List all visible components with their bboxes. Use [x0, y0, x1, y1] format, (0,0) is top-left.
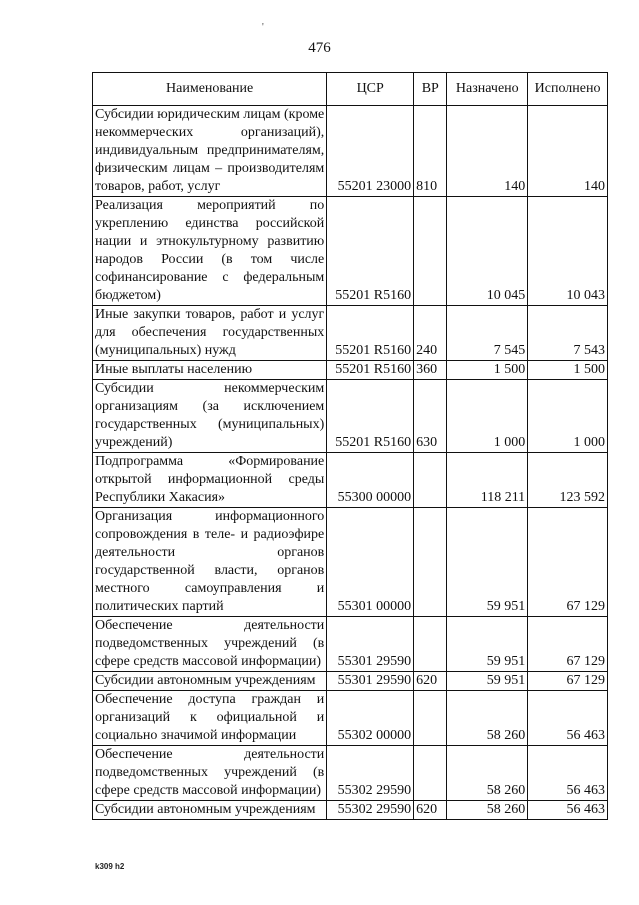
row-assigned: 59 951 [447, 508, 528, 617]
row-assigned: 59 951 [447, 672, 528, 691]
table-row [93, 106, 608, 197]
row-executed: 56 463 [528, 746, 608, 801]
row-name: Иные выплаты населению [93, 361, 327, 380]
header-name: Наименование [93, 73, 327, 106]
row-executed: 56 463 [528, 801, 608, 820]
row-csr: 55302 00000 [327, 691, 414, 746]
row-executed: 10 043 [528, 197, 608, 306]
table-row [93, 617, 608, 672]
row-assigned: 1 000 [447, 380, 528, 453]
table-row [93, 453, 608, 508]
row-name: Реализация мероприятий по укреплению единства российской нации и этнокультурному развитию народов России (в том числе софинансирование с федеральным бюджетом) [93, 197, 327, 306]
row-vr [414, 691, 447, 746]
table-header-row [93, 73, 608, 106]
row-csr: 55201 R5160 [327, 361, 414, 380]
budget-table [92, 72, 608, 820]
row-executed: 140 [528, 106, 608, 197]
header-vr: ВР [414, 73, 447, 106]
row-csr: 55302 29590 [327, 746, 414, 801]
row-executed: 7 543 [528, 306, 608, 361]
row-assigned: 140 [447, 106, 528, 197]
row-executed: 67 129 [528, 672, 608, 691]
row-vr [414, 617, 447, 672]
row-executed: 1 000 [528, 380, 608, 453]
row-assigned: 1 500 [447, 361, 528, 380]
row-vr: 620 [414, 801, 447, 820]
row-csr: 55201 23000 [327, 106, 414, 197]
row-name: Обеспечение деятельности подведомственных учреждений (в сфере средств массовой информации) [93, 746, 327, 801]
table-row [93, 380, 608, 453]
row-vr: 630 [414, 380, 447, 453]
row-assigned: 58 260 [447, 801, 528, 820]
table-row [93, 691, 608, 746]
table-row [93, 801, 608, 820]
row-csr: 55201 R5160 [327, 197, 414, 306]
table-row [93, 672, 608, 691]
header-assigned: Назначено [447, 73, 528, 106]
row-assigned: 59 951 [447, 617, 528, 672]
row-assigned: 58 260 [447, 746, 528, 801]
row-csr: 55201 R5160 [327, 306, 414, 361]
row-vr [414, 453, 447, 508]
row-csr: 55301 29590 [327, 672, 414, 691]
row-vr: 620 [414, 672, 447, 691]
row-assigned: 7 545 [447, 306, 528, 361]
row-name: Обеспечение деятельности подведомственных учреждений (в сфере средств массовой информации) [93, 617, 327, 672]
row-vr [414, 197, 447, 306]
row-name: Подпрограмма «Формирование открытой информационной среды Республики Хакасия» [93, 453, 327, 508]
row-csr: 55201 R5160 [327, 380, 414, 453]
row-assigned: 10 045 [447, 197, 528, 306]
row-name: Обеспечение доступа граждан и организаций к официальной и социально значимой информации [93, 691, 327, 746]
footer-code: k309 h2 [95, 862, 125, 871]
row-vr: 360 [414, 361, 447, 380]
header-executed: Исполнено [528, 73, 608, 106]
row-name: Иные закупки товаров, работ и услуг для обеспечения государственных (муниципальных) нужд [93, 306, 327, 361]
row-assigned: 118 211 [447, 453, 528, 508]
row-executed: 67 129 [528, 508, 608, 617]
scan-mark: ' [262, 22, 264, 33]
row-name: Субсидии юридическим лицам (кроме некоммерческих организаций), индивидуальным предпринимателям, физическим лицам – производителям товаров, работ, услуг [93, 106, 327, 197]
row-executed: 123 592 [528, 453, 608, 508]
row-name: Организация информационного сопровождения в теле- и радиоэфире деятельности органов государственной власти, органов местного самоуправления и политических партий [93, 508, 327, 617]
table-row [93, 361, 608, 380]
row-vr [414, 508, 447, 617]
header-csr: ЦСР [327, 73, 414, 106]
row-executed: 67 129 [528, 617, 608, 672]
row-executed: 1 500 [528, 361, 608, 380]
page-number: 476 [308, 40, 331, 56]
table-row [93, 746, 608, 801]
table-row [93, 197, 608, 306]
row-executed: 56 463 [528, 691, 608, 746]
row-name: Субсидии автономным учреждениям [93, 672, 327, 691]
row-vr: 240 [414, 306, 447, 361]
table-row [93, 306, 608, 361]
row-csr: 55300 00000 [327, 453, 414, 508]
row-vr [414, 746, 447, 801]
row-csr: 55301 00000 [327, 508, 414, 617]
row-vr: 810 [414, 106, 447, 197]
row-csr: 55301 29590 [327, 617, 414, 672]
table-row [93, 508, 608, 617]
row-name: Субсидии автономным учреждениям [93, 801, 327, 820]
row-name: Субсидии некоммерческим организациям (за исключением государственных (муниципальных) учреждений) [93, 380, 327, 453]
row-csr: 55302 29590 [327, 801, 414, 820]
row-assigned: 58 260 [447, 691, 528, 746]
